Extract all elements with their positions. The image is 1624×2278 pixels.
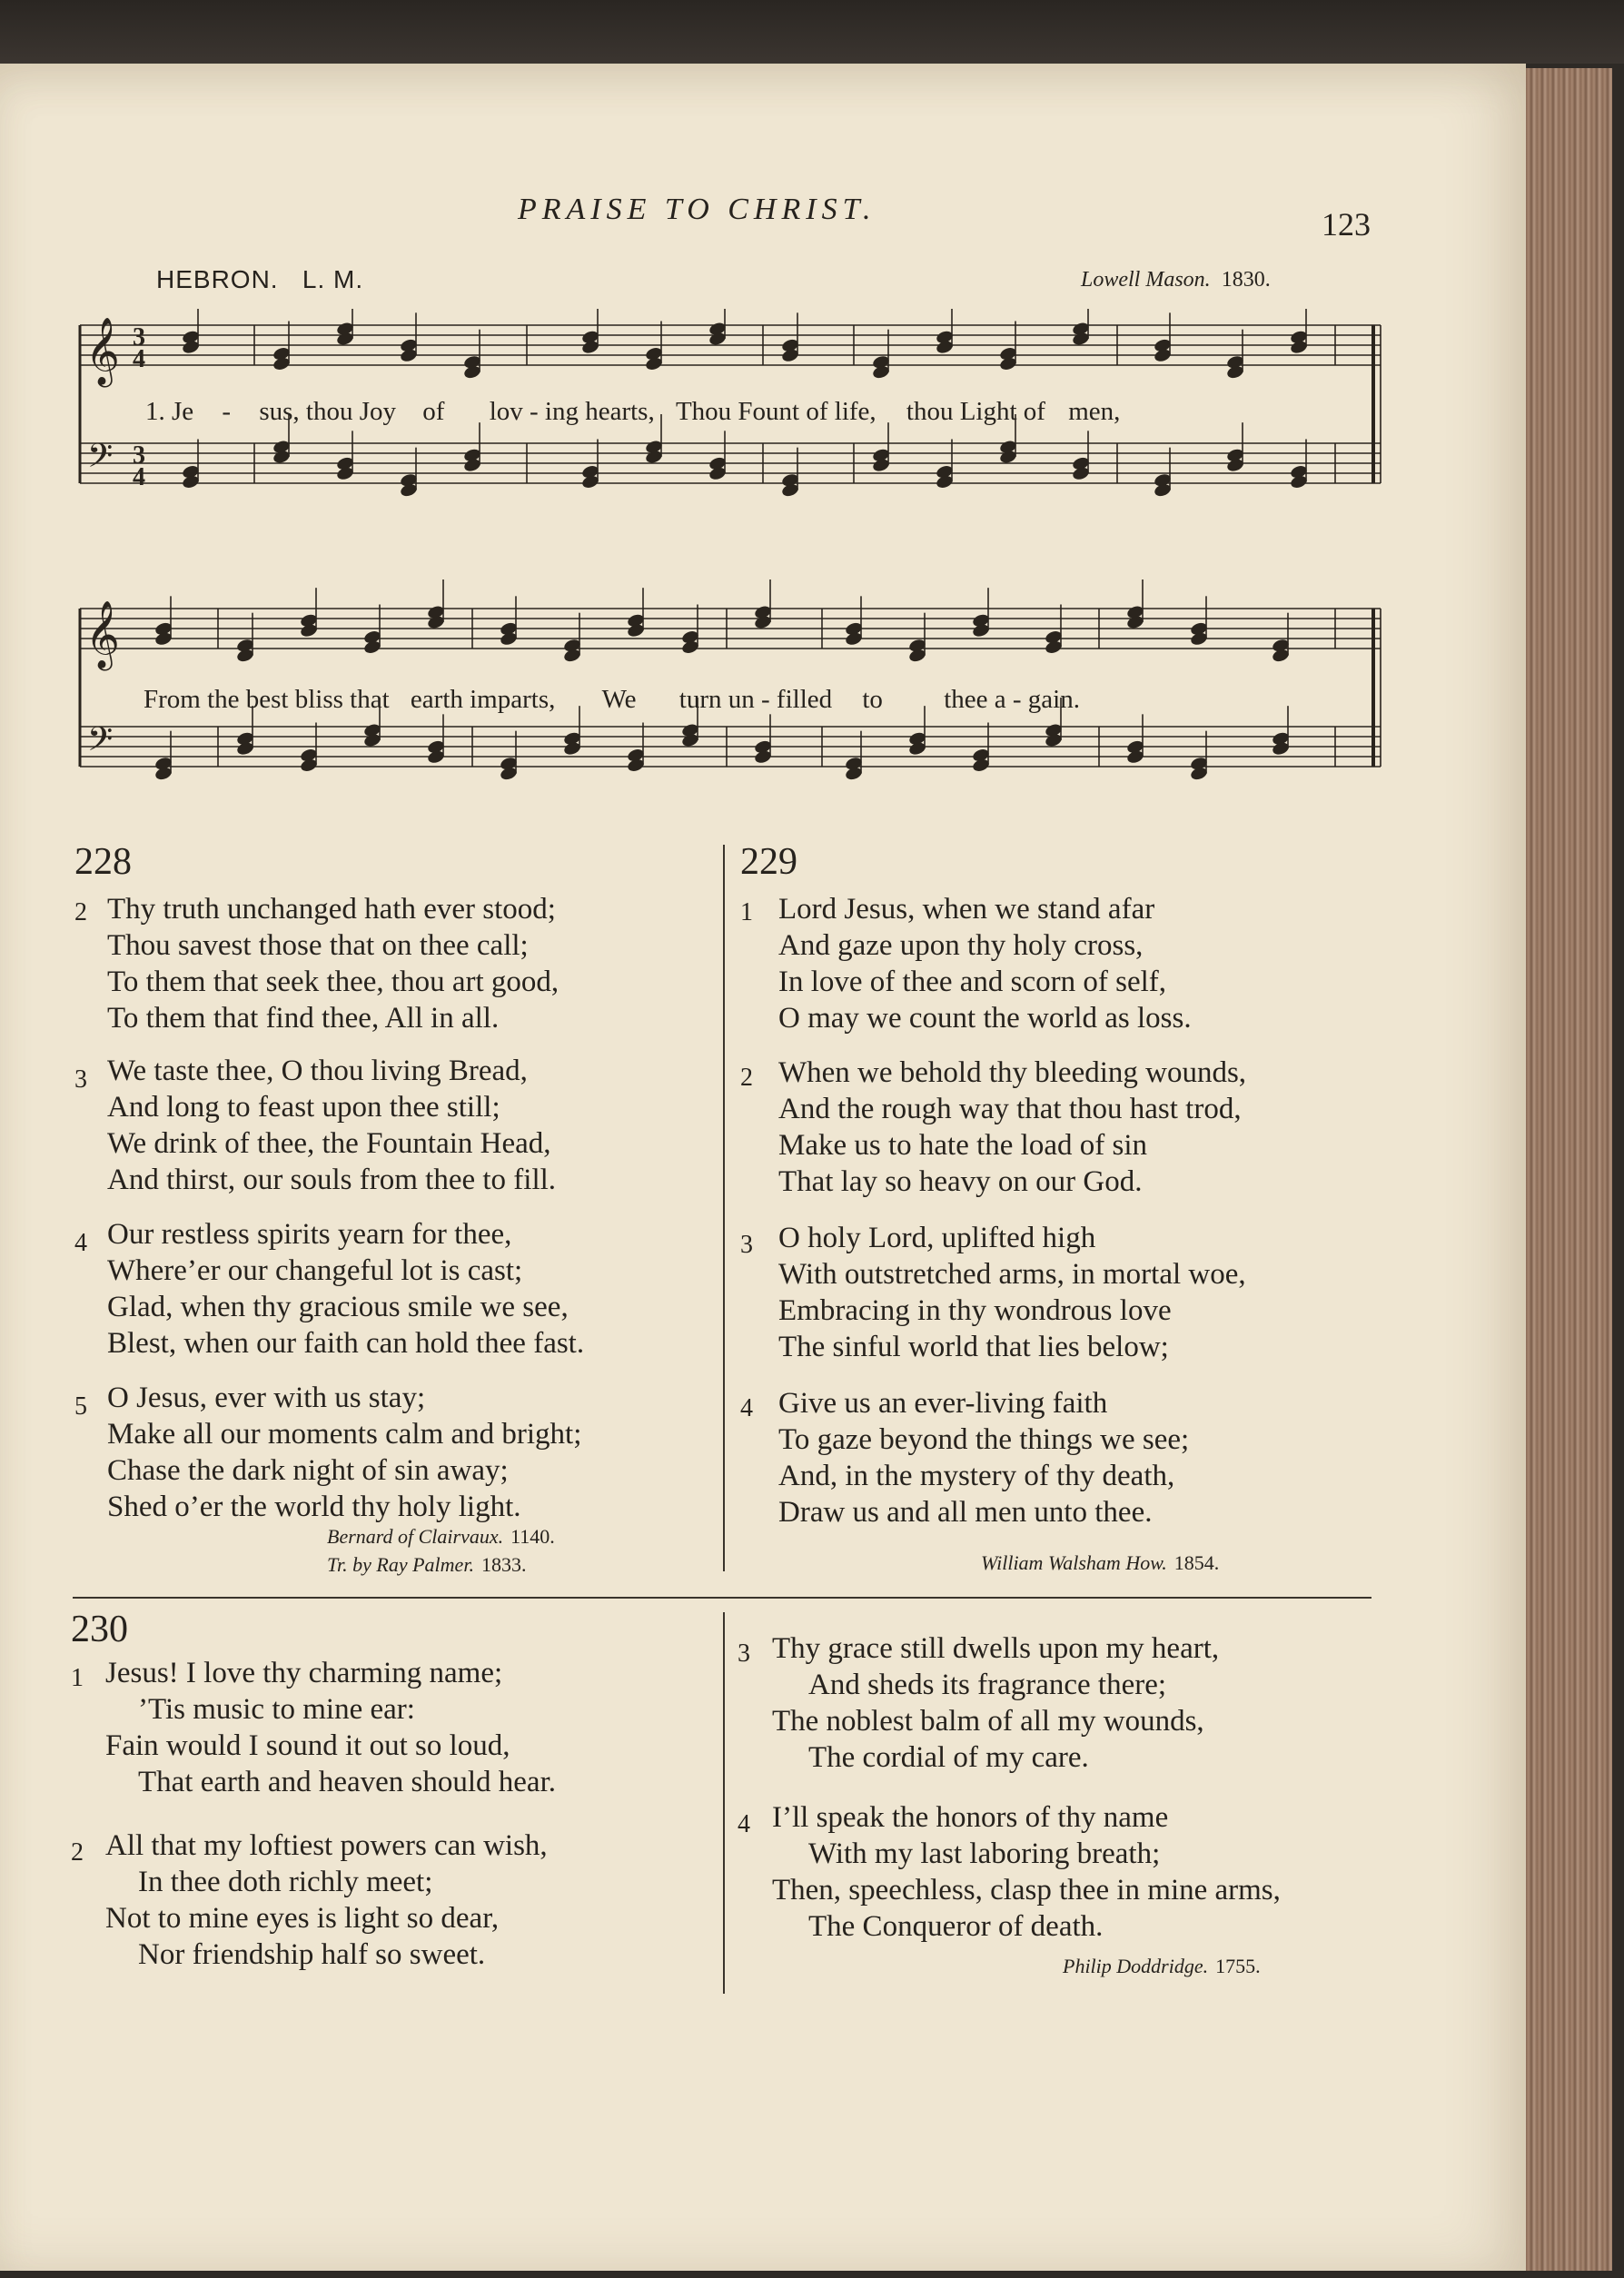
time-signature: 3 <box>133 441 145 470</box>
verse-line: Make all our moments calm and bright; <box>107 1418 582 1451</box>
hymn-number: 229 <box>740 841 797 883</box>
verse-line: We drink of thee, the Fountain Head, <box>107 1127 551 1160</box>
verse-number: 2 <box>74 898 87 926</box>
verse-line: That lay so heavy on our God. <box>778 1165 1143 1198</box>
page-edges <box>1526 68 1612 2271</box>
verse <box>740 1385 1190 1540</box>
section-title: PRAISE TO CHRIST. <box>518 193 876 226</box>
verse-line: Thy truth unchanged hath ever stood; <box>107 893 556 926</box>
hymn-number: 228 <box>74 841 132 883</box>
verse-line: And long to feast upon thee still; <box>107 1091 500 1124</box>
verse-line: That earth and heaven should hear. <box>138 1766 556 1798</box>
verse-number: 4 <box>740 1394 753 1422</box>
verse-line: Nor friendship half so sweet. <box>138 1938 486 1971</box>
verse-line: Draw us and all men unto thee. <box>778 1496 1153 1529</box>
verse-number: 5 <box>74 1392 87 1421</box>
verse-line: Give us an ever-living faith <box>778 1387 1108 1420</box>
verse-line: Where’er our changeful lot is cast; <box>107 1254 523 1287</box>
column-divider <box>723 845 725 1571</box>
verse-line: With my last laboring breath; <box>808 1837 1161 1870</box>
verse-line: The Conqueror of death. <box>808 1910 1104 1943</box>
composer: Lowell Mason. 1830. <box>1081 268 1271 292</box>
treble-clef-icon: 𝄞 <box>85 602 120 667</box>
verse-number: 3 <box>738 1639 750 1668</box>
verse-line: And the rough way that thou hast trod, <box>778 1093 1242 1125</box>
verse-number: 3 <box>740 1231 753 1259</box>
verse <box>740 891 1192 1055</box>
hymn-number: 230 <box>71 1609 128 1650</box>
verse-line: Shed o’er the world thy holy light. <box>107 1491 521 1523</box>
verse <box>74 1216 585 1380</box>
music-score <box>73 309 1390 817</box>
attribution: Philip Doddridge. 1755. <box>1063 1955 1261 1977</box>
verse-line: ’Tis music to mine ear: <box>138 1693 415 1726</box>
hymn-228 <box>74 840 585 1534</box>
verse-line: Embracing in thy wondrous love <box>778 1294 1172 1327</box>
verse-line: And gaze upon thy holy cross, <box>778 929 1144 962</box>
tune-name: HEBRON. L. M. <box>156 265 364 293</box>
verse-line: Thou savest those that on thee call; <box>107 929 529 962</box>
verse-number: 2 <box>71 1838 84 1867</box>
verse <box>74 891 559 1036</box>
verse-line: Lord Jesus, when we stand afar <box>778 893 1155 926</box>
attribution: William Walsham How. 1854. <box>981 1551 1220 1574</box>
verse-number: 1 <box>71 1664 84 1692</box>
verse-line: To gaze beyond the things we see; <box>778 1423 1190 1456</box>
verse-number: 1 <box>740 898 753 926</box>
verse-line: The noblest balm of all my wounds, <box>772 1705 1204 1738</box>
verse-line: Make us to hate the load of sin <box>778 1129 1147 1162</box>
verse-line: To them that seek thee, thou art good, <box>107 966 559 998</box>
verse <box>740 1055 1247 1220</box>
verse-line: In love of thee and scorn of self, <box>778 966 1167 998</box>
verse-line: O holy Lord, uplifted high <box>778 1222 1096 1254</box>
verse-line: And thirst, our souls from thee to fill. <box>107 1164 557 1196</box>
hymn-229 <box>740 840 1247 1540</box>
time-signature: 4 <box>133 345 145 373</box>
verse-line: And, in the mystery of thy death, <box>778 1460 1175 1492</box>
verse-number: 4 <box>738 1810 750 1838</box>
treble-clef-icon: 𝄞 <box>85 319 120 383</box>
bass-clef-icon: 𝄢 <box>87 438 114 482</box>
verse-line: Then, speechless, clasp thee in mine arms, <box>772 1874 1281 1907</box>
verse-line: The cordial of my care. <box>808 1741 1089 1774</box>
lyrics-line-1: 1. Je - sus, thou Joy of lov - ing hearts, Thou Fount of life, thou Light of men, <box>145 397 1121 426</box>
bass-clef-icon: 𝄢 <box>87 721 114 766</box>
verse <box>740 1220 1246 1385</box>
verse-number: 3 <box>74 1065 87 1094</box>
verse-line: Blest, when our faith can hold thee fast. <box>107 1327 585 1360</box>
verse <box>74 1380 582 1534</box>
clefs <box>85 319 145 766</box>
verse-number: 4 <box>74 1229 87 1257</box>
verse-line: Our restless spirits yearn for thee, <box>107 1218 512 1251</box>
verse <box>71 1827 548 1982</box>
page-number: 123 <box>1322 206 1371 243</box>
verse-line: When we behold thy bleeding wounds, <box>778 1056 1247 1089</box>
verse-line: Thy grace still dwells upon my heart, <box>772 1632 1220 1665</box>
verse-line: With outstretched arms, in mortal woe, <box>778 1258 1246 1291</box>
verse-line: We taste thee, O thou living Bread, <box>107 1055 528 1087</box>
verse-line: O Jesus, ever with us stay; <box>107 1382 426 1414</box>
verse-number: 2 <box>740 1064 753 1092</box>
verse-line: I’ll speak the honors of thy name <box>772 1801 1169 1834</box>
verse <box>71 1655 556 1827</box>
verse-line: Jesus! I love thy charming name; <box>105 1657 503 1689</box>
lyrics-line-2: From the best bliss that earth imparts, We turn un - filled to thee a - gain. <box>144 685 1080 714</box>
verse-line: To them that find thee, All in all. <box>107 1002 500 1035</box>
verse-line: Glad, when thy gracious smile we see, <box>107 1291 569 1323</box>
verse-line: Not to mine eyes is light so dear, <box>105 1902 500 1935</box>
verse-line: In thee doth richly meet; <box>138 1866 433 1898</box>
time-signature: 4 <box>133 463 145 491</box>
time-signature: 3 <box>133 323 145 352</box>
verse-line: Chase the dark night of sin away; <box>107 1454 509 1487</box>
section-rule <box>73 1597 1371 1599</box>
column-divider <box>723 1612 725 1994</box>
attribution: Bernard of Clairvaux. 1140. Tr. by Ray Palmer. 1833. <box>327 1525 555 1576</box>
verse-line: O may we count the world as loss. <box>778 1002 1192 1035</box>
verse-line: The sinful world that lies below; <box>778 1331 1169 1363</box>
verse-line: And sheds its fragrance there; <box>808 1669 1167 1701</box>
verse-line: Fain would I sound it out so loud, <box>105 1729 510 1762</box>
book-binding <box>0 0 1624 64</box>
verse-line: All that my loftiest powers can wish, <box>105 1829 548 1862</box>
verse <box>74 1053 557 1216</box>
hymn-230 <box>71 1608 556 1982</box>
